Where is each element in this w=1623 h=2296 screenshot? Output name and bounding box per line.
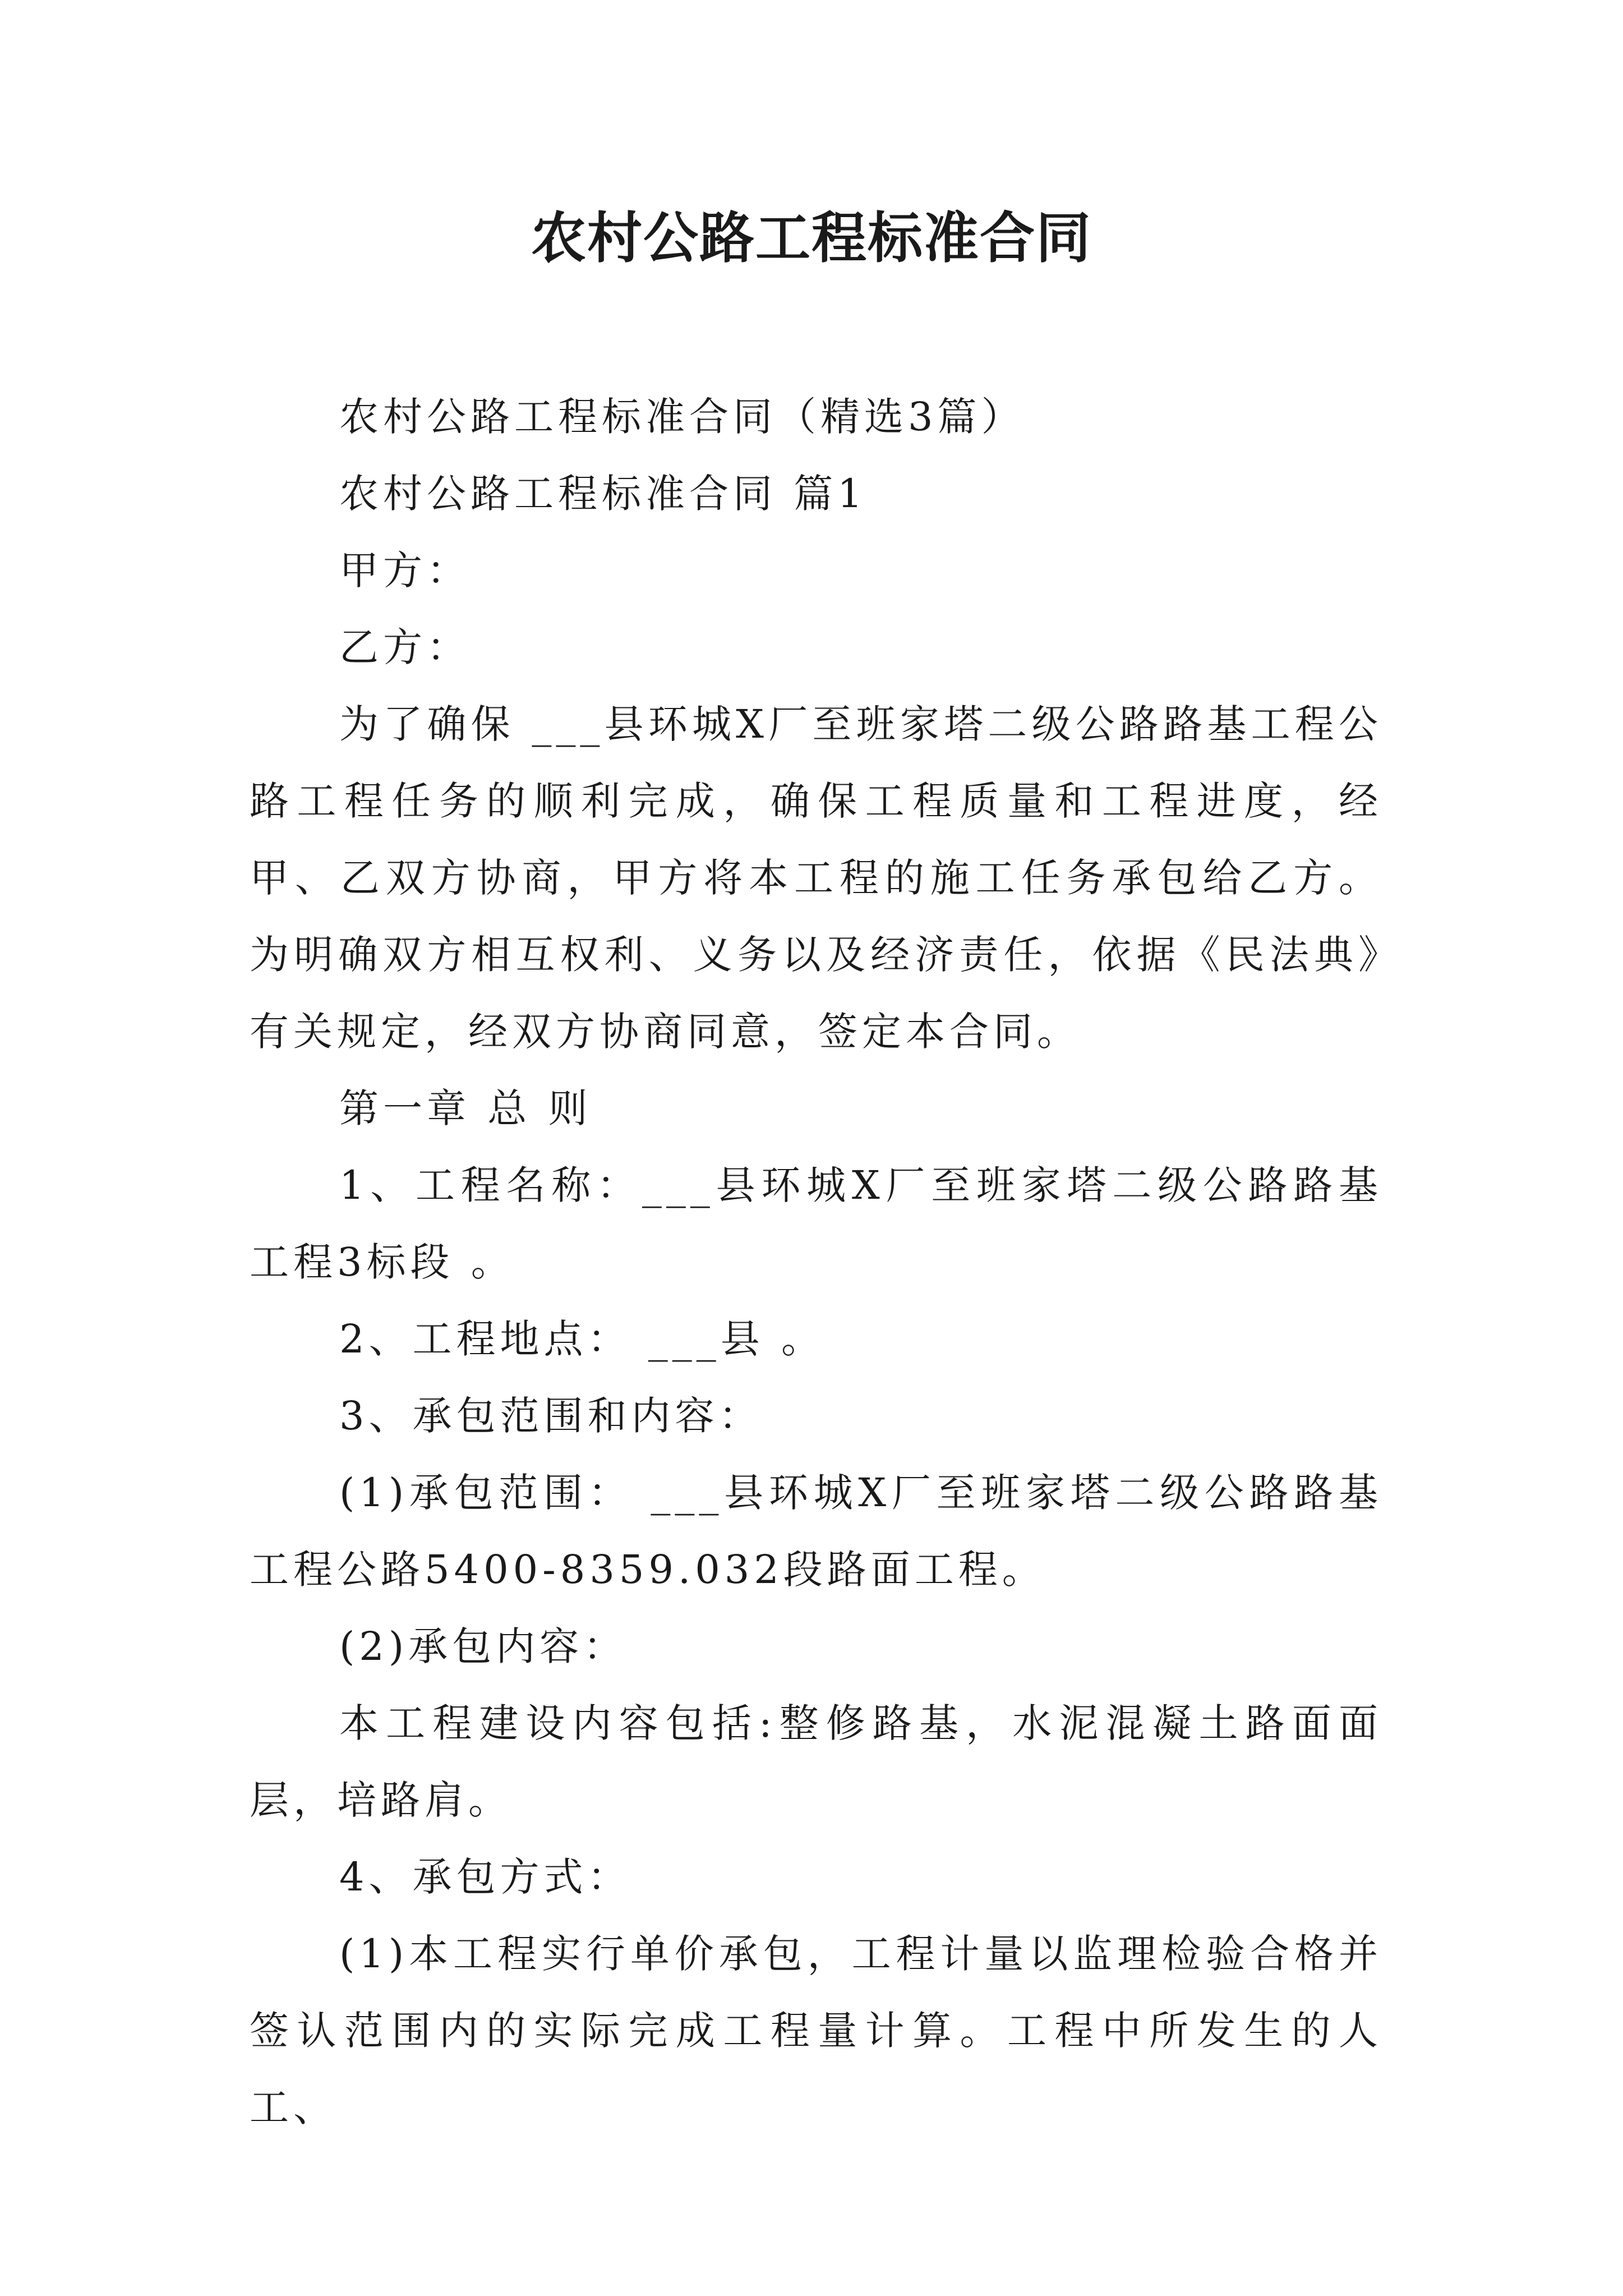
paragraph-chapter-1-heading: 第一章 总 则: [339, 1085, 592, 1131]
paragraph-project-location: 2、工程地点： ___县 。: [339, 1316, 826, 1362]
paragraph-method: (1)本工程实行单价承包，工程计量以监理检验合格并签认范围内的实际完成工程量计算。工程中所发生的人工、: [250, 1931, 1382, 2131]
paragraph-scope: (1)承包范围： ___县环城X厂至班家塔二级公路路基工程公路5400-8359.032段路面工程。: [250, 1470, 1382, 1593]
document-title: 农村公路工程标准合同: [531, 206, 1092, 270]
paragraph-project-name: 1、工程名称：___县环城X厂至班家塔二级公路路基工程3标段 。: [250, 1162, 1382, 1285]
paragraph-content: 本工程建设内容包括:整修路基，水泥混凝土路面面层，培路肩。: [250, 1700, 1382, 1823]
paragraph-party-a: 甲方：: [339, 547, 471, 593]
paragraph-collection-heading: 农村公路工程标准合同（精选3篇）: [339, 394, 1025, 440]
paragraph-content-heading: (2)承包内容：: [339, 1623, 628, 1669]
document-body: [250, 379, 1382, 2146]
paragraph-method-heading: 4、承包方式：: [339, 1854, 631, 1900]
paragraph-preamble: 为了确保 ___县环城X厂至班家塔二级公路路基工程公路工程任务的顺利完成，确保工程质量和工程进度，经甲、乙双方协商，甲方将本工程的施工任务承包给乙方。为明确双方相互权利、义务以及经济责任，依据《民法典》有关规定，经双方协商同意，签定本合同。: [250, 701, 1382, 1055]
paragraph-scope-heading: 3、承包范围和内容：: [339, 1393, 763, 1439]
paragraph-article-heading: 农村公路工程标准合同 篇1: [339, 471, 867, 517]
paragraph-party-b: 乙方：: [339, 624, 471, 670]
